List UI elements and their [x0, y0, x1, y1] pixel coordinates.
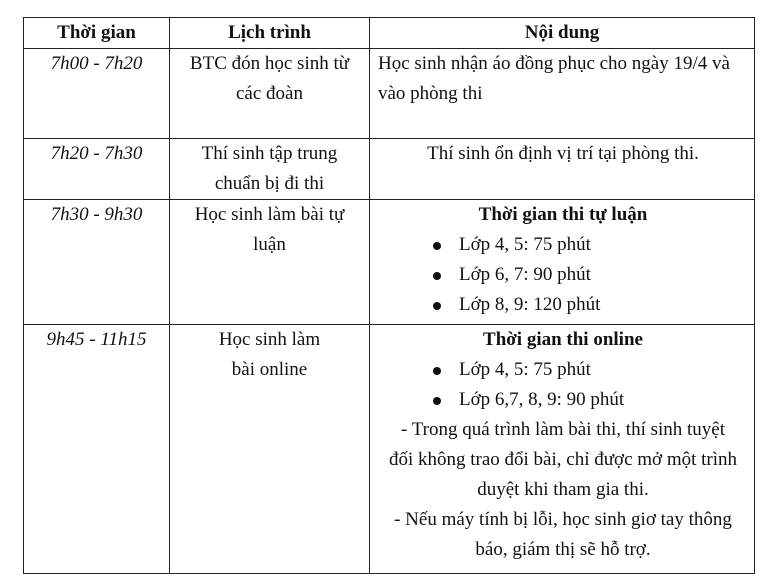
schedule-cell — [170, 325, 370, 574]
duration-list — [378, 355, 748, 415]
clipped-previous-line — [0, 0, 771, 18]
header-schedule: Lịch trình — [170, 18, 370, 49]
duration-list — [378, 230, 748, 320]
list-item: Lớp 8, 9: 120 phút — [431, 290, 748, 320]
table-row — [24, 325, 755, 574]
time-cell: 7h30 - 9h30 — [24, 200, 170, 325]
table-row — [24, 200, 755, 325]
table-row — [24, 49, 755, 139]
schedule-text: Học sinh làm bài online — [218, 329, 321, 380]
content-cell: Học sinh nhận áo đồng phục cho ngày 19/4 và vào phòng thi — [370, 49, 755, 139]
content-title: Thời gian thi online — [483, 329, 643, 350]
schedule-text: BTC đón học sinh từ các đoàn — [189, 53, 350, 104]
schedule-cell — [170, 49, 370, 139]
list-item: Lớp 4, 5: 75 phút — [431, 355, 748, 385]
schedule-text: Học sinh làm bài tự luận — [194, 204, 345, 255]
exam-rule-note: - Trong quá trình làm bài thi, thí sinh tuyệt đối không trao đổi bài, chỉ được mở một trình duyệt khi tham gia thi. — [388, 419, 738, 500]
table-row — [24, 139, 755, 200]
schedule-table — [23, 17, 755, 574]
schedule-cell — [170, 200, 370, 325]
table-header-row — [24, 18, 755, 49]
time-cell: 9h45 - 11h15 — [24, 325, 170, 574]
content-title: Thời gian thi tự luận — [478, 204, 648, 225]
content-cell — [370, 200, 755, 325]
list-item: Lớp 6,7, 8, 9: 90 phút — [431, 385, 748, 415]
time-cell: 7h00 - 7h20 — [24, 49, 170, 139]
schedule-text: Thí sinh tập trung chuẩn bị đi thi — [201, 143, 338, 194]
time-cell: 7h20 - 7h30 — [24, 139, 170, 200]
schedule-cell — [170, 139, 370, 200]
exam-rule-note: - Nếu máy tính bị lỗi, học sinh giơ tay thông báo, giám thị sẽ hỗ trợ. — [394, 509, 732, 560]
list-item: Lớp 4, 5: 75 phút — [431, 230, 748, 260]
content-cell: Thí sinh ổn định vị trí tại phòng thi. — [370, 139, 755, 200]
header-content: Nội dung — [370, 18, 755, 49]
content-cell — [370, 325, 755, 574]
header-time: Thời gian — [24, 18, 170, 49]
list-item: Lớp 6, 7: 90 phút — [431, 260, 748, 290]
